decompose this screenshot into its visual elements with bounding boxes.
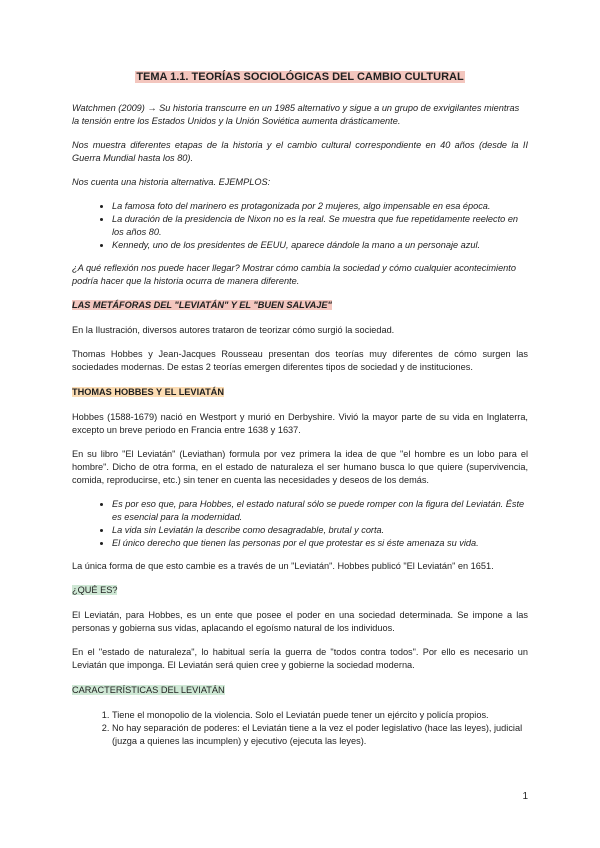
- characteristics-list: [72, 709, 528, 748]
- section1-paragraph-2: Thomas Hobbes y Jean-Jacques Rousseau presentan dos teorías muy diferentes de cómo surgen las sociedades modernas. De estas 2 teorías emergen diferentes tipos de sociedad y de instituciones.: [72, 349, 528, 373]
- section-heading-hobbes: THOMAS HOBBES Y EL LEVIATÁN: [72, 386, 224, 397]
- section-heading-metaforas: LAS METÁFORAS DEL "LEVIATÁN" Y EL "BUEN SALVAJE": [72, 300, 332, 311]
- section3-paragraph-2: En el "estado de naturaleza", lo habitual sería la guerra de "todos contra todos". Por ello es necesario un Leviatán que imponga. El Leviatán será quien cree y gobierne la sociedad moderna.: [72, 647, 528, 671]
- list-item: • Es por eso que, para Hobbes, el estado natural sólo se puede romper con la figura del Leviatán. Éste es esencial para la modernidad.: [112, 498, 528, 524]
- page-number: 1: [522, 790, 528, 802]
- section1-paragraph-1: En la Ilustración, diversos autores trataron de teorizar cómo surgió la sociedad.: [72, 325, 395, 336]
- examples-list: [72, 200, 528, 252]
- section-heading-caracteristicas: CARACTERÍSTICAS DEL LEVIATÁN: [72, 684, 225, 695]
- document-title: TEMA 1.1. TEORÍAS SOCIOLÓGICAS DEL CAMBIO CULTURAL: [136, 71, 464, 83]
- intro-paragraph-3: Nos cuenta una historia alternativa. EJEMPLOS:: [72, 176, 271, 187]
- list-item: • Kennedy, uno de los presidentes de EEUU, aparece dándole la mano a un personaje azul.: [112, 239, 528, 252]
- section2-paragraph-3: La única forma de que esto cambie es a través de un "Leviatán". Hobbes publicó "El Leviatán" en 1651.: [72, 561, 494, 572]
- hobbes-bullets: [72, 498, 528, 550]
- reflection-paragraph: ¿A qué reflexión nos puede hacer llegar? Mostrar cómo cambia la sociedad y cómo cualquier acontecimiento podría hacer que la historia ocurra de manera diferente.: [72, 263, 516, 287]
- section3-paragraph-1: El Leviatán, para Hobbes, es un ente que posee el poder en una sociedad determinada. Se impone a las personas y gobierna sus vidas, aplacando el egoísmo natural de los individuos.: [72, 610, 528, 634]
- section2-paragraph-2: En su libro "El Leviatán" (Leviathan) formula por vez primera la idea de que "el hombre es un lobo para el hombre". Dicho de otra forma, en el estado de naturaleza el ser humano busca lo que quiere (supervivencia, comida, reproducirse, etc.) sin tener en cuenta las necesidades y deseos de los demás.: [72, 448, 528, 485]
- list-item: 2. No hay separación de poderes: el Leviatán tiene a la vez el poder legislativo (hace las leyes), judicial (juzga a quienes las incumplen) y ejecutivo (ejecuta las leyes).: [112, 722, 528, 748]
- list-item: • La vida sin Leviatán la describe como desagradable, brutal y corta.: [112, 524, 528, 537]
- list-item: • La famosa foto del marinero es protagonizada por 2 mujeres, algo impensable en esa época.: [112, 200, 528, 213]
- section-heading-que-es: ¿QUÉ ES?: [72, 585, 118, 596]
- list-item: 1. Tiene el monopolio de la violencia. Solo el Leviatán puede tener un ejército y policía propios.: [112, 709, 528, 722]
- list-item: • El único derecho que tienen las personas por el que protestar es si éste amenaza su vida.: [112, 537, 528, 550]
- intro-paragraph-2: Nos muestra diferentes etapas de la historia y el cambio cultural correspondiente en 40 años (desde la II Guerra Mundial hasta los 80).: [72, 139, 528, 163]
- section2-paragraph-1: Hobbes (1588-1679) nació en Westport y murió en Derbyshire. Vivió la mayor parte de su vida en Inglaterra, excepto un breve periodo en Francia entre 1638 y 1637.: [72, 411, 528, 435]
- list-item: • La duración de la presidencia de Nixon no es la real. Se muestra que fue repetidamente reelecto en los años 80.: [112, 213, 528, 239]
- intro-paragraph-1: Watchmen (2009) → Su historia transcurre en un 1985 alternativo y sigue a un grupo de exvigilantes mientras la tensión entre los Estados Unidos y la Unión Soviética aumenta drásticamente.: [72, 102, 520, 126]
